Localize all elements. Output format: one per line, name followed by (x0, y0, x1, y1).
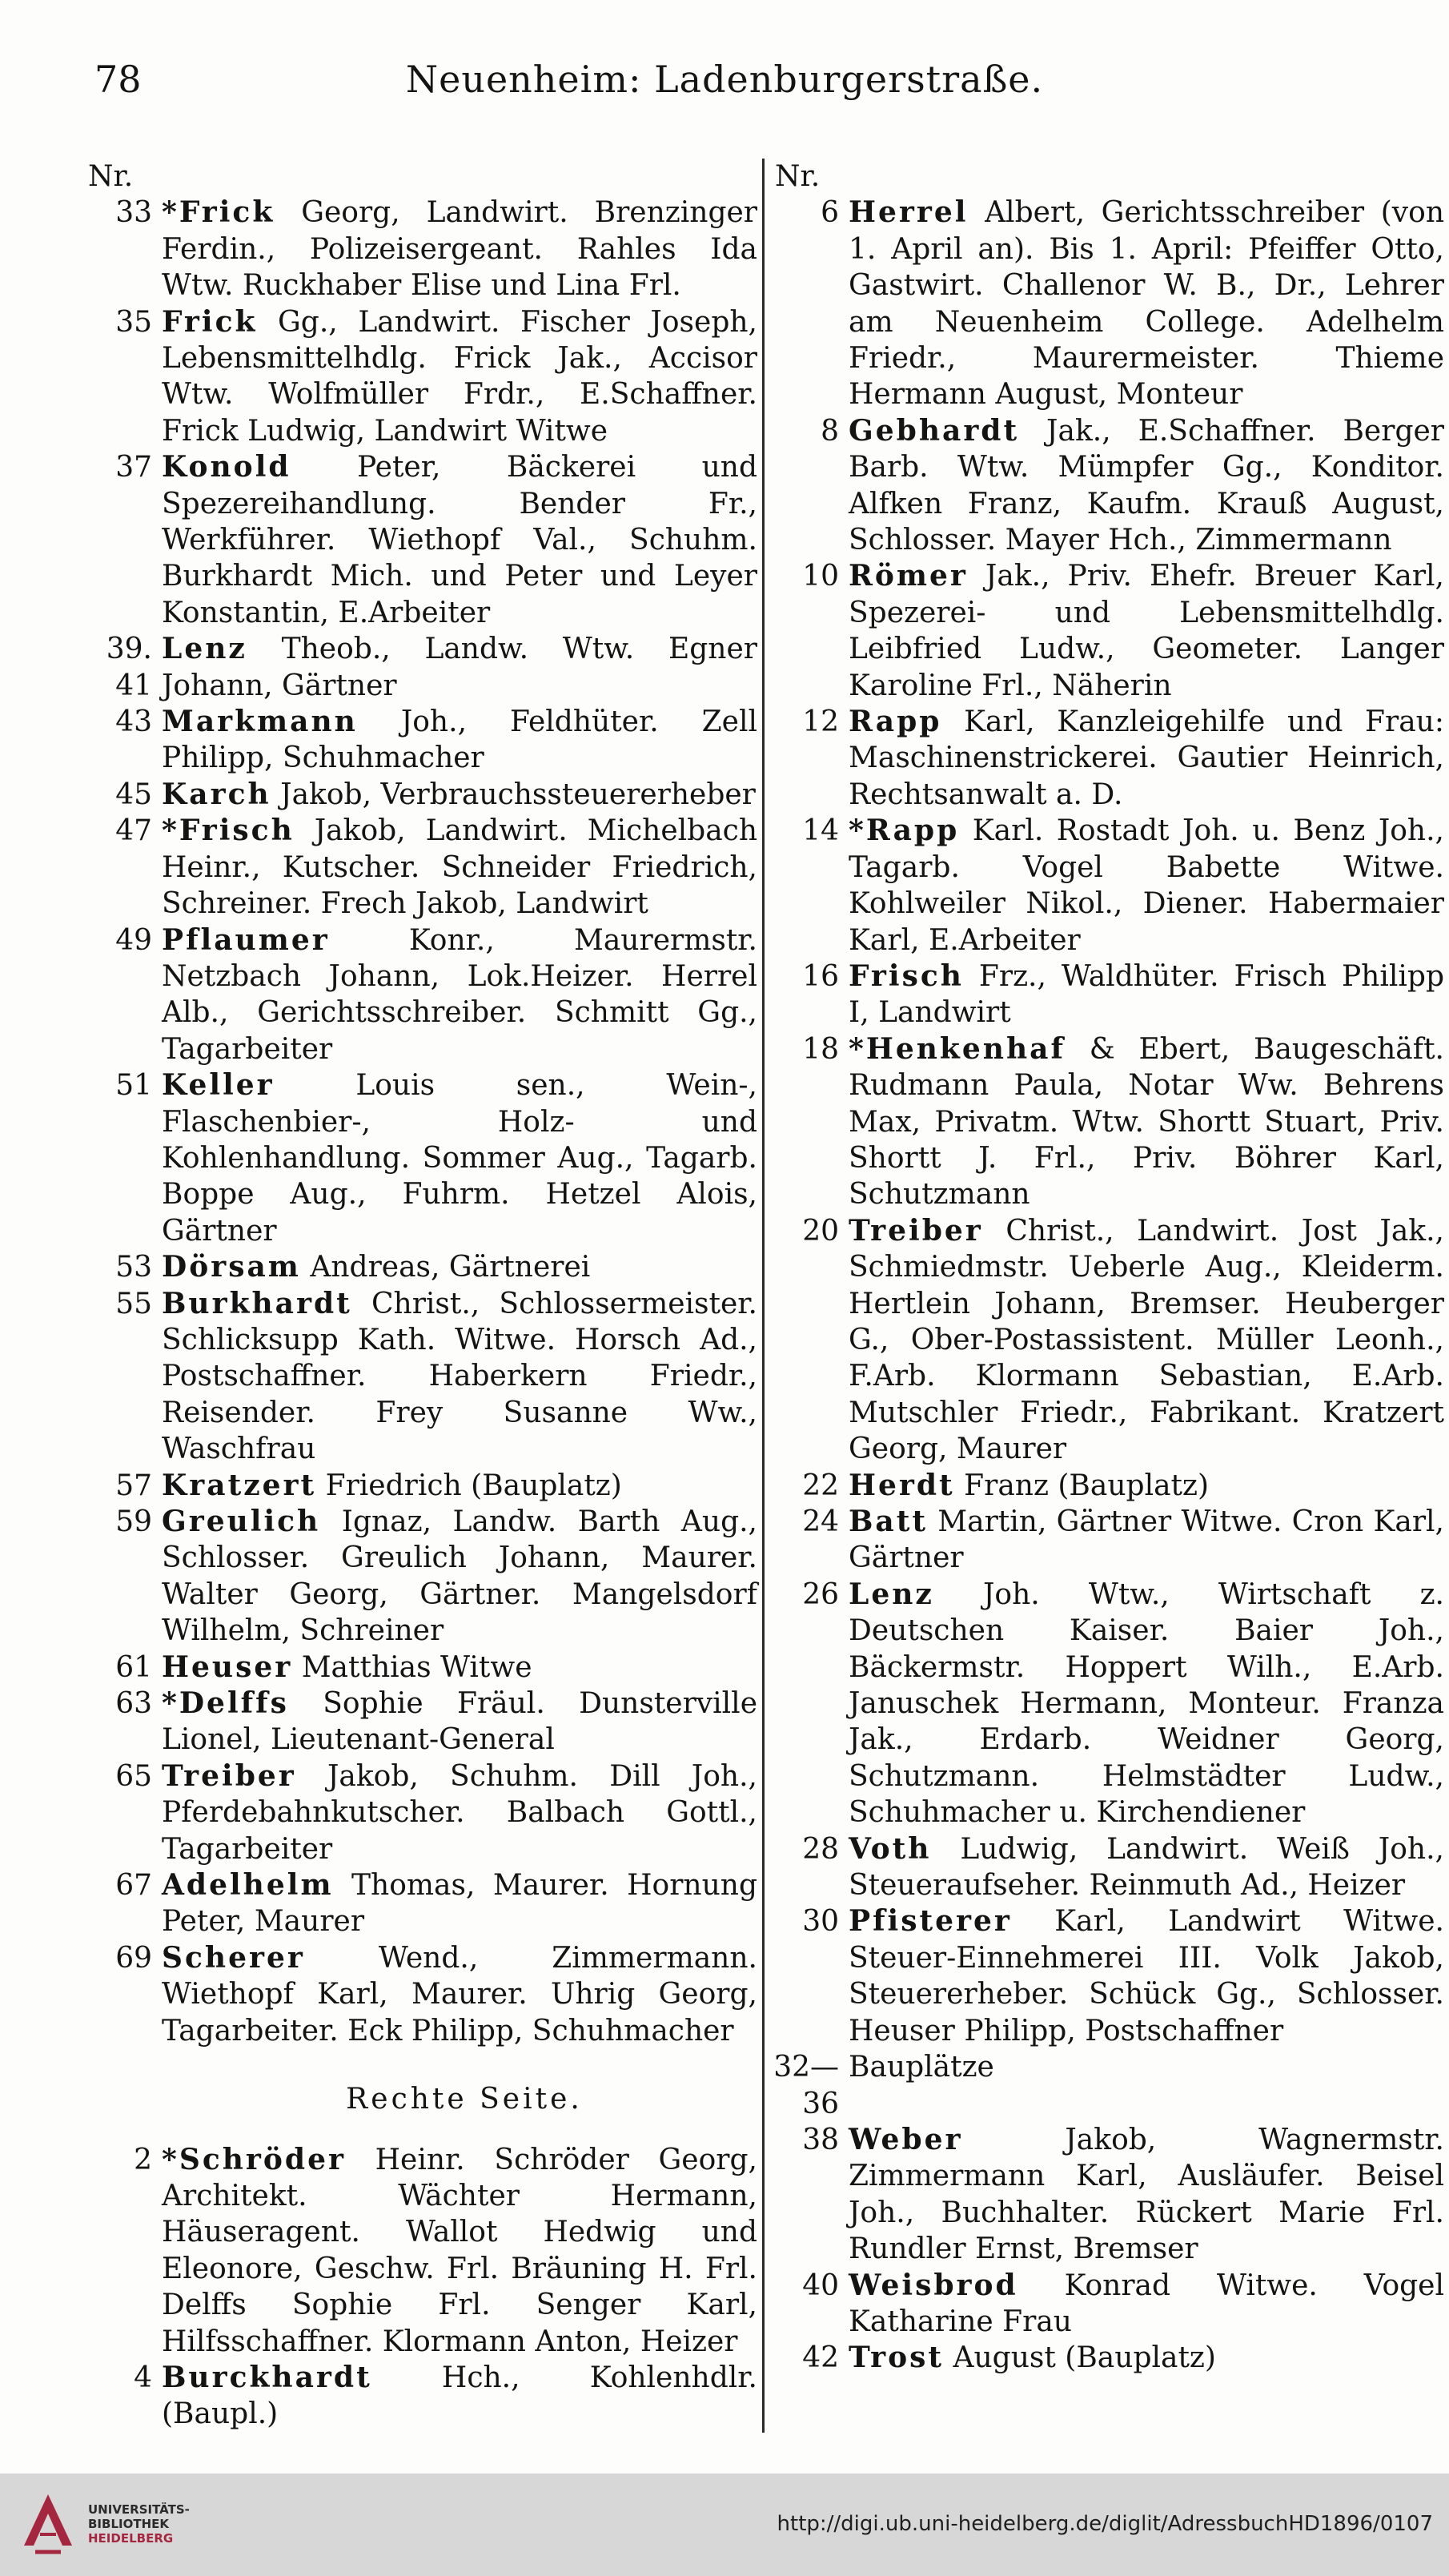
resident-name: Lenz (162, 632, 247, 666)
entry-spacer (275, 1069, 356, 1102)
university-library-logo (16, 2490, 80, 2560)
entry-text (162, 1249, 757, 1285)
directory-entry (770, 2122, 1444, 2268)
directory-entry (770, 2340, 1444, 2376)
resident-details: Friedrich (Bauplatz) (325, 1469, 622, 1502)
directory-entry (770, 1213, 1444, 1468)
house-number: 65 (115, 1759, 152, 1793)
directory-entry (770, 1903, 1444, 2049)
resident-details: Theob., Landw. Wtw. Egner Johann, Gärtner (162, 633, 757, 702)
entry-spacer (964, 960, 979, 993)
entry-text (849, 195, 1444, 412)
entry-spacer (372, 2361, 442, 2394)
resident-details: Albert, Gerichtsschreiber (von 1. April an). Bis 1. April: Pfeiffer Otto, Gastwirt. Challenor W. B., Dr., Lehrer am Neuenheim College. Adelhelm Friedr., Maurermeister. Thieme Hermann August, Monteur (849, 196, 1444, 412)
directory-entry (83, 1067, 757, 1249)
library-name-line3: HEIDELBERG (88, 2531, 174, 2546)
resident-details: Christ., Schlossermeister. Schlicksupp Kath. Witwe. Horsch Ad., Postschaffner. Haberkern Friedr., Reisender. Frey Susanne Ww., Waschfrau (162, 1287, 757, 1466)
resident-name: Pfisterer (849, 1904, 1012, 1939)
resident-name: *Rapp (849, 814, 960, 848)
source-url[interactable]: http://digi.ub.uni-heidelberg.de/diglit/AdressbuchHD1896/0107 (777, 2512, 1433, 2536)
entry-spacer (358, 705, 401, 738)
entry-text (849, 958, 1444, 1031)
entry-text (849, 2122, 1444, 2268)
entry-spacer (334, 1869, 352, 1902)
house-number: 18 (802, 1032, 839, 1066)
resident-name: *Henkenhaf (849, 1031, 1066, 1066)
directory-entry (83, 1686, 757, 1758)
directory-entry (83, 449, 757, 631)
house-number: 38 (802, 2123, 839, 2156)
entry-spacer (247, 633, 282, 665)
resident-name: Rapp (849, 705, 942, 739)
house-number: 51 (115, 1069, 152, 1103)
resident-name: Konold (162, 450, 291, 484)
entry-spacer (257, 306, 278, 339)
resident-name: Greulich (162, 1505, 321, 1539)
resident-details: Wend., Zimmermann. Wiethopf Karl, Maurer. Uhrig Georg, Tagarbeiter. Eck Philipp, Schuhmacher (162, 1941, 757, 2048)
entry-text (849, 2049, 1444, 2122)
right-entry-list (770, 195, 1444, 2376)
entry-text (849, 1468, 1444, 1504)
house-number: 55 (115, 1287, 152, 1320)
resident-name: Voth (849, 1831, 932, 1866)
entry-spacer (1018, 2269, 1065, 2302)
entry-spacer (968, 560, 985, 593)
running-title: Neuenheim: Ladenburgerstraße. (405, 58, 1044, 101)
directory-entry (83, 1940, 757, 2049)
entry-text (162, 1650, 757, 1686)
house-number: 35 (115, 305, 152, 339)
house-number: 67 (115, 1869, 152, 1903)
page-number: 78 (94, 58, 142, 101)
directory-entry (83, 1504, 757, 1650)
entry-text (849, 2268, 1444, 2341)
entry-spacer (292, 1651, 301, 1684)
entry-spacer (305, 1942, 379, 1975)
entry-spacer (352, 1288, 371, 1320)
directory-entry (770, 704, 1444, 813)
house-number: 69 (115, 1941, 152, 1975)
resident-details: Joh., Feldhüter. Zell Philipp, Schuhmacher (162, 705, 757, 775)
house-number: 4 (134, 2361, 152, 2394)
entry-text (162, 1940, 757, 2049)
entry-text (162, 922, 757, 1068)
entry-spacer (1066, 1033, 1090, 1066)
house-number: 26 (802, 1577, 839, 1611)
resident-details: Jakob, Wagnermstr. Zimmermann Karl, Ausläufer. Beisel Joh., Buchhalter. Rückert Marie Frl. Rundler Ernst, Bremser (849, 2123, 1444, 2266)
resident-details: Hch., Kohlenhdlr. (Baupl.) (162, 2361, 757, 2431)
left-column (83, 159, 757, 2433)
footer-bar (0, 2474, 1449, 2576)
directory-entry (83, 1249, 757, 1285)
resident-name: Kratzert (162, 1468, 317, 1502)
resident-details: Sophie Fräul. Dunsterville Lionel, Lieutenant-General (162, 1687, 757, 1757)
entry-text (162, 1686, 757, 1758)
entry-spacer (291, 451, 357, 484)
directory-entry (770, 1831, 1444, 1904)
directory-entry (83, 304, 757, 450)
directory-entry (83, 631, 757, 704)
directory-entry (770, 1468, 1444, 1504)
entry-text (162, 777, 757, 813)
entry-text (162, 1286, 757, 1468)
resident-name: Herdt (849, 1468, 955, 1502)
directory-entry (770, 958, 1444, 1031)
entry-spacer (275, 196, 301, 229)
resident-name: Keller (162, 1068, 275, 1103)
entry-text (849, 704, 1444, 813)
directory-entry (770, 1504, 1444, 1577)
directory-entry (83, 2142, 757, 2360)
entry-spacer (1012, 1905, 1054, 1938)
entry-text (849, 558, 1444, 704)
entry-text (162, 1504, 757, 1650)
resident-details: Ignaz, Landw. Barth Aug., Schlosser. Greulich Johann, Maurer. Walter Georg, Gärtner. Mangelsdorf Wilhelm, Schreiner (162, 1505, 757, 1648)
entry-text (849, 813, 1444, 958)
resident-details: & Ebert, Baugeschäft. Rudmann Paula, Notar Ww. Behrens Max, Privatm. Wtw. Shortt Stuart, Priv. Shortt J. Frl., Priv. Böhrer Karl, Schutzmann (849, 1032, 1444, 1212)
directory-entry (770, 2268, 1444, 2341)
resident-details: Peter, Bäckerei und Spezereihandlung. Bender Fr., Werkführer. Wiethopf Val., Schuhm. Burkhardt Mich. und Peter und Leyer Konstantin, E.Arbeiter (162, 451, 757, 629)
resident-name: *Schröder (162, 2142, 346, 2176)
resident-name: Weisbrod (849, 2268, 1018, 2302)
directory-entry (770, 413, 1444, 559)
entry-text (162, 631, 757, 704)
directory-entry (770, 558, 1444, 704)
house-number: 28 (802, 1832, 839, 1866)
library-name (88, 2502, 190, 2546)
resident-details: Martin, Gärtner Witwe. Cron Karl, Gärtner (849, 1505, 1445, 1575)
resident-name: Treiber (849, 1213, 983, 1248)
resident-details: Konr., Maurermstr. Netzbach Johann, Lok.Heizer. Herrel Alb., Gerichtsschreiber. Schmitt Gg., Tagarbeiter (162, 923, 757, 1066)
house-number: 24 (802, 1505, 839, 1539)
resident-details: Matthias Witwe (301, 1650, 532, 1684)
entry-spacer (941, 705, 964, 738)
resident-details: Jakob, Verbrauchssteuererheber (280, 778, 756, 811)
resident-name: Adelhelm (162, 1868, 334, 1903)
directory-entry (83, 1758, 757, 1867)
entry-spacer (934, 1578, 983, 1611)
resident-name: *Delffs (162, 1686, 289, 1721)
resident-details: Andreas, Gärtnerei (310, 1251, 591, 1284)
resident-details: Bauplätze (849, 2051, 994, 2084)
house-number: 37 (115, 451, 152, 484)
house-number: 10 (802, 560, 839, 593)
house-number: 63 (115, 1687, 152, 1721)
resident-details: Karl. Rostadt Joh. u. Benz Joh., Tagarb. Vogel Babette Witwe. Kohlweiler Nikol., Diener. Habermaier Karl, E.Arbeiter (849, 814, 1444, 957)
column-heading-nr: Nr. (88, 160, 134, 193)
entry-spacer (289, 1687, 323, 1720)
library-name-line1: UNIVERSITÄTS- (88, 2502, 190, 2517)
entry-spacer (296, 1760, 327, 1793)
resident-name: *Frisch (162, 814, 295, 848)
directory-entry (83, 813, 757, 922)
resident-name: Dörsam (162, 1250, 301, 1284)
entry-text (162, 304, 757, 450)
house-number: 14 (802, 814, 839, 848)
house-number: 59 (115, 1505, 152, 1539)
house-number: 43 (115, 705, 152, 739)
entry-spacer (944, 2341, 953, 2374)
entry-spacer (346, 2144, 375, 2176)
resident-name: Herrel (849, 195, 969, 230)
resident-name: Frick (162, 304, 258, 339)
resident-name: *Frick (162, 195, 275, 230)
entry-text (162, 1468, 757, 1504)
directory-entry (770, 2049, 1444, 2122)
entry-text (162, 1758, 757, 1867)
resident-name: Trost (849, 2341, 945, 2375)
entry-spacer (959, 814, 973, 847)
house-number: 42 (802, 2341, 839, 2375)
house-number: 61 (115, 1650, 152, 1684)
house-number: 39. 41 (106, 633, 152, 702)
directory-entry (770, 1031, 1444, 1213)
resident-name: Frisch (849, 958, 964, 993)
entry-text (162, 195, 757, 303)
resident-details: Karl, Kanzleigehilfe und Frau: Maschinenstrickerei. Gautier Heinrich, Rechtsanwalt a. D. (849, 705, 1444, 811)
left-entry-list (83, 195, 757, 2049)
resident-name: Römer (849, 559, 968, 593)
house-number: 53 (115, 1251, 152, 1284)
entry-text (162, 2142, 757, 2360)
entry-text (162, 449, 757, 631)
entry-text (849, 2340, 1444, 2376)
resident-details: Konrad Witwe. Vogel Katharine Frau (849, 2269, 1444, 2338)
house-number: 49 (115, 923, 152, 957)
house-number: 2 (134, 2143, 152, 2176)
resident-details: Christ., Landwirt. Jost Jak., Schmiedmstr. Ueberle Aug., Kleiderm. Hertlein Johann, Bremser. Heuberger G., Ober-Postassistent. Müller Leonh., F.Arb. Klormann Sebastian, E.Arb. Mutschler Friedr., Fabrikant. Kratzert Georg, Maurer (849, 1214, 1444, 1466)
directory-entry (83, 1468, 757, 1504)
resident-details: Franz (Bauplatz) (964, 1469, 1210, 1502)
entry-spacer (320, 1505, 342, 1538)
resident-details: Thomas, Maurer. Hornung Peter, Maurer (162, 1869, 757, 1939)
entry-text (162, 704, 757, 777)
directory-entry (83, 777, 757, 813)
resident-details: August (Bauplatz) (953, 2341, 1216, 2375)
directory-entry (83, 1286, 757, 1468)
entry-text (849, 1213, 1444, 1468)
house-number: 30 (802, 1905, 839, 1939)
house-number: 45 (115, 778, 152, 811)
resident-details: Heinr. Schröder Georg, Architekt. Wächter Hermann, Häuseragent. Wallot Hedwig und Eleonore, Geschw. Frl. Bräuning H. Frl. Delffs Sophie Frl. Senger Karl, Hilfsschaffner. Klormann Anton, Heizer (162, 2143, 757, 2358)
resident-details: Gg., Landwirt. Fischer Joseph, Lebensmittelhdlg. Frick Jak., Accisor Wtw. Wolfmüller Frdr., E.Schaffner. Frick Ludwig, Landwirt Witwe (162, 305, 757, 448)
library-name-line2: BIBLIOTHEK (88, 2517, 169, 2531)
entry-spacer (928, 1505, 937, 1538)
house-number: 6 (821, 196, 839, 230)
section-title: Rechte Seite. (346, 2083, 583, 2116)
right-side-entry-list (83, 2142, 757, 2433)
resident-name: Weber (849, 2122, 963, 2156)
directory-entry (770, 813, 1444, 958)
entry-text (849, 1031, 1444, 1213)
resident-details: Jak., E.Schaffner. Berger Barb. Wtw. Mümpfer Gg., Konditor. Alfken Franz, Kaufm. Krauß August, Schlosser. Mayer Hch., Zimmermann (849, 414, 1445, 557)
resident-details: Jakob, Landwirt. Michelbach Heinr., Kutscher. Schneider Friedrich, Schreiner. Frech Jakob, Landwirt (162, 814, 758, 921)
entry-text (162, 1867, 757, 1940)
resident-details: Jakob, Schuhm. Dill Joh., Pferdebahnkutscher. Balbach Gottl., Tagarbeiter (162, 1759, 757, 1866)
entry-spacer (301, 1251, 310, 1284)
entry-spacer (330, 924, 409, 957)
resident-name: Heuser (162, 1650, 293, 1684)
directory-entry (83, 922, 757, 1068)
column-divider (762, 159, 765, 2433)
entry-spacer (295, 814, 315, 847)
resident-name: Burkhardt (162, 1286, 352, 1320)
resident-name: Pflaumer (162, 922, 330, 957)
directory-entry (83, 1867, 757, 1940)
column-heading-nr: Nr. (775, 160, 821, 193)
entry-text (162, 1067, 757, 1249)
directory-entry (83, 2360, 757, 2433)
right-column (770, 159, 1444, 2377)
entry-text (162, 2360, 757, 2433)
entry-spacer (1019, 415, 1046, 448)
house-number: 33 (115, 196, 152, 230)
resident-details: Ludwig, Landwirt. Weiß Joh., Steueraufseher. Reinmuth Ad., Heizer (849, 1832, 1444, 1903)
entry-text (849, 1504, 1444, 1577)
house-number: 8 (821, 414, 839, 448)
resident-name: Karch (162, 777, 271, 811)
entry-spacer (983, 1215, 1006, 1248)
resident-details: Jak., Priv. Ehefr. Breuer Karl, Spezerei- und Lebensmittelhdlg. Leibfried Ludw., Geometer. Langer Karoline Frl., Näherin (849, 560, 1444, 702)
entry-text (849, 1903, 1444, 2049)
resident-details: Karl, Landwirt Witwe. Steuer-Einnehmerei III. Volk Jakob, Steuererheber. Schück Gg., Schlosser. Heuser Philipp, Postschaffner (849, 1905, 1444, 2048)
entry-spacer (968, 196, 985, 229)
entry-spacer (271, 778, 280, 811)
entry-text (849, 1577, 1444, 1831)
house-number: 20 (802, 1214, 839, 1248)
resident-name: Markmann (162, 705, 358, 739)
directory-entry (770, 195, 1444, 412)
resident-details: Georg, Landwirt. Brenzinger Ferdin., Polizeisergeant. Rahles Ida Wtw. Ruckhaber Elise und Lina Frl. (162, 196, 758, 303)
entry-spacer (962, 2124, 1065, 2156)
directory-entry (83, 1650, 757, 1686)
house-number: 22 (802, 1469, 839, 1502)
house-number: 12 (802, 705, 839, 739)
house-number: 47 (115, 814, 152, 848)
house-number: 57 (115, 1469, 152, 1502)
resident-name: Scherer (162, 1940, 305, 1975)
resident-name: Gebhardt (849, 413, 1020, 448)
entry-spacer (955, 1469, 964, 1502)
house-number: 16 (802, 959, 839, 993)
directory-entry (83, 704, 757, 777)
resident-details: Louis sen., Wein-, Flaschenbier-, Holz- und Kohlenhandlung. Sommer Aug., Tagarb. Boppe Aug., Fuhrm. Hetzel Alois, Gärtner (162, 1069, 757, 1248)
entry-text (849, 1831, 1444, 1904)
directory-entry (83, 195, 757, 303)
resident-name: Lenz (849, 1577, 934, 1611)
entry-spacer (316, 1469, 325, 1502)
house-number: 40 (802, 2269, 839, 2302)
entry-text (162, 813, 757, 922)
resident-name: Treiber (162, 1758, 296, 1793)
resident-details: Joh. Wtw., Wirtschaft z. Deutschen Kaiser. Baier Joh., Bäckermstr. Hoppert Wilh., E.Arb. Januschek Hermann, Monteur. Franza Jak., Erdarb. Weidner Georg, Schutzmann. Helmstädter Ludw., Schuhmacher u. Kirchendiener (849, 1577, 1444, 1830)
directory-entry (770, 1577, 1444, 1831)
resident-details: Frz., Waldhüter. Frisch Philipp I, Landwirt (849, 959, 1444, 1030)
house-number: 32—36 (773, 2051, 839, 2120)
resident-name: Batt (849, 1505, 929, 1539)
entry-spacer (931, 1833, 960, 1866)
resident-name: Burckhardt (162, 2360, 372, 2394)
entry-text (849, 413, 1444, 559)
